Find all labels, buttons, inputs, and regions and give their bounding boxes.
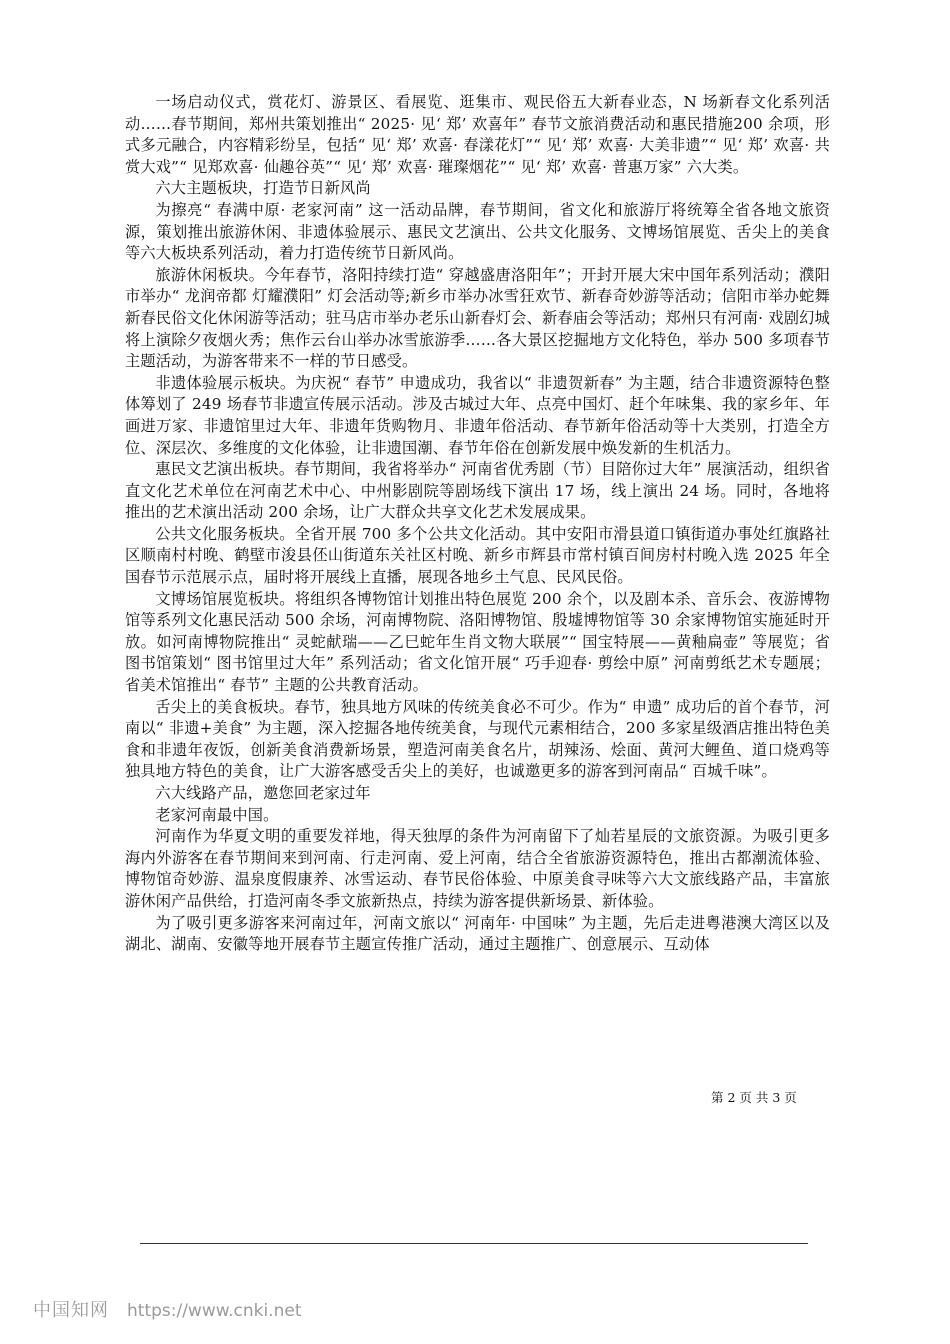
- paragraph: 为了吸引更多游客来河南过年，河南文旅以“ 河南年· 中国味” 为主题，先后走进粤港澳大湾区以及湖北、湖南、安徽等地开展春节主题宣传推广活动，通过主题推广、创意展示、互动体: [125, 913, 830, 954]
- paragraph: 公共文化服务板块。全省开展 700 多个公共文化活动。其中安阳市滑县道口镇街道办事处红旗路社区顺南村村晚、鹤壁市浚县伾山街道东关社区村晚、新乡市辉县市常村镇百间房村村晚入选 2025 年全国春节示范展示点，届时将开展线上直播，展现各地乡土气息、民风民俗。: [125, 524, 830, 587]
- paragraph: 老家河南最中国。: [155, 805, 279, 824]
- watermark-name: 中国知网: [33, 1300, 109, 1321]
- section-heading: 六大主题板块，打造节日新风尚: [155, 179, 371, 198]
- watermark: [33, 1296, 301, 1322]
- paragraph: 为擦亮“ 春满中原· 老家河南” 这一活动品牌，春节期间，省文化和旅游厅将统筹全省各地文旅资源，策划推出旅游休闲、非遗体验展示、惠民文艺演出、公共文化服务、文博场馆展览、舌尖上的美食等六大板块系列活动，着力打造传统节日新风尚。: [125, 200, 830, 263]
- paragraph: 非遗体验展示板块。为庆祝“ 春节” 申遗成功，我省以“ 非遗贺新春” 为主题，结合非遗资源特色整体筹划了 249 场春节非遗宣传展示活动。涉及古城过大年、点亮中国灯、赶个年味集、我的家乡年、年画进万家、非遗馆里过大年、非遗年货购物月、非遗年俗活动、春节新年俗活动等十大类别，打造全方位、深层次、多维度的文化体验，让非遗国潮、春节年俗在创新发展中焕发新的生机活力。: [125, 373, 830, 457]
- document-body: [125, 92, 830, 956]
- page-number: 第 2 页 共 3 页: [711, 1090, 797, 1105]
- footer-divider: [140, 1243, 808, 1244]
- paragraph: 河南作为华夏文明的重要发祥地，得天独厚的条件为河南留下了灿若星辰的文旅资源。为吸引更多海内外游客在春节期间来到河南、行走河南、爱上河南，结合全省旅游资源特色，推出古都潮流体验、博物馆奇妙游、温泉度假康养、冰雪运动、春节民俗体验、中原美食寻味等六大文旅线路产品，丰富旅游休闲产品供给，打造河南冬季文旅新热点，持续为游客提供新场景、新体验。: [125, 827, 830, 910]
- paragraph: 惠民文艺演出板块。春节期间，我省将举办“ 河南省优秀剧（节）目陪你过大年” 展演活动，组织省直文化艺术单位在河南艺术中心、中州影剧院等剧场线下演出 17 场，线上演出 24 场。同时，各地将推出的艺术演出活动 200 余场，让广大群众共享文化艺术发展成果。: [125, 460, 830, 522]
- paragraph: 旅游休闲板块。今年春节，洛阳持续打造“ 穿越盛唐洛阳年”；开封开展大宋中国年系列活动；濮阳市举办“ 龙润帝都 灯耀濮阳” 灯会活动等;新乡市举办冰雪狂欢节、新春奇妙游等活动；信阳市举办蛇舞新春民俗文化休闲游等活动；驻马店市举办老乐山新春灯会、新春庙会等活动；郑州只有河南· 戏剧幻城将上演除夕夜烟火秀；焦作云台山举办冰雪旅游季……各大景区挖掘地方文化特色，举办 500 多项春节主题活动，为游客带来不一样的节日感受。: [125, 265, 830, 371]
- section-heading: 六大线路产品，邀您回老家过年: [155, 784, 371, 802]
- paragraph: 舌尖上的美食板块。春节，独具地方风味的传统美食必不可少。作为“ 申遗” 成功后的首个春节，河南以“ 非遗+美食” 为主题，深入挖掘各地传统美食，与现代元素相结合，200 多家星级酒店推出特色美食和非遗年夜饭，创新美食消费新场景，塑造河南美食名片，胡辣汤、烩面、黄河大鲤鱼、道口烧鸡等独具地方特色的美食，让广大游客感受舌尖上的美好，也诚邀更多的游客到河南品“ 百城千味”。: [125, 697, 830, 781]
- paragraph: 文博场馆展览板块。将组织各博物馆计划推出特色展览 200 余个，以及剧本杀、音乐会、夜游博物馆等系列文化惠民活动 500 余场，河南博物院、洛阳博物馆、殷墟博物馆等 30 余家博物馆实施延时开放。如河南博物院推出“ 灵蛇献瑞——乙巳蛇年生肖文物大联展”“ 国宝特展——黄釉扁壶” 等展览；省图书馆策划“ 图书馆里过大年” 系列活动；省文化馆开展“ 巧手迎春· 剪绘中原” 河南剪纸艺术专题展；省美术馆推出“ 春节” 主题的公共教育活动。: [125, 589, 830, 695]
- watermark-url: https://www.cnki.net: [127, 1301, 302, 1321]
- paragraph: 一场启动仪式，赏花灯、游景区、看展览、逛集市、观民俗五大新春业态，N 场新春文化系列活动……春节期间，郑州共策划推出“ 2025· 见‘ 郑’ 欢喜年” 春节文旅消费活动和惠民措施200 余项，形式多元融合，内容精彩纷呈，包括“ 见‘ 郑’ 欢喜· 春漾花灯”“ 见‘ 郑’ 欢喜· 大美非遗”“ 见‘ 郑’ 欢喜· 共赏大戏”“ 见郑欢喜· 仙趣谷英”“ 见‘ 郑’ 欢喜· 璀璨烟花”“ 见‘ 郑’ 欢喜· 普惠万家” 六大类。: [125, 93, 830, 176]
